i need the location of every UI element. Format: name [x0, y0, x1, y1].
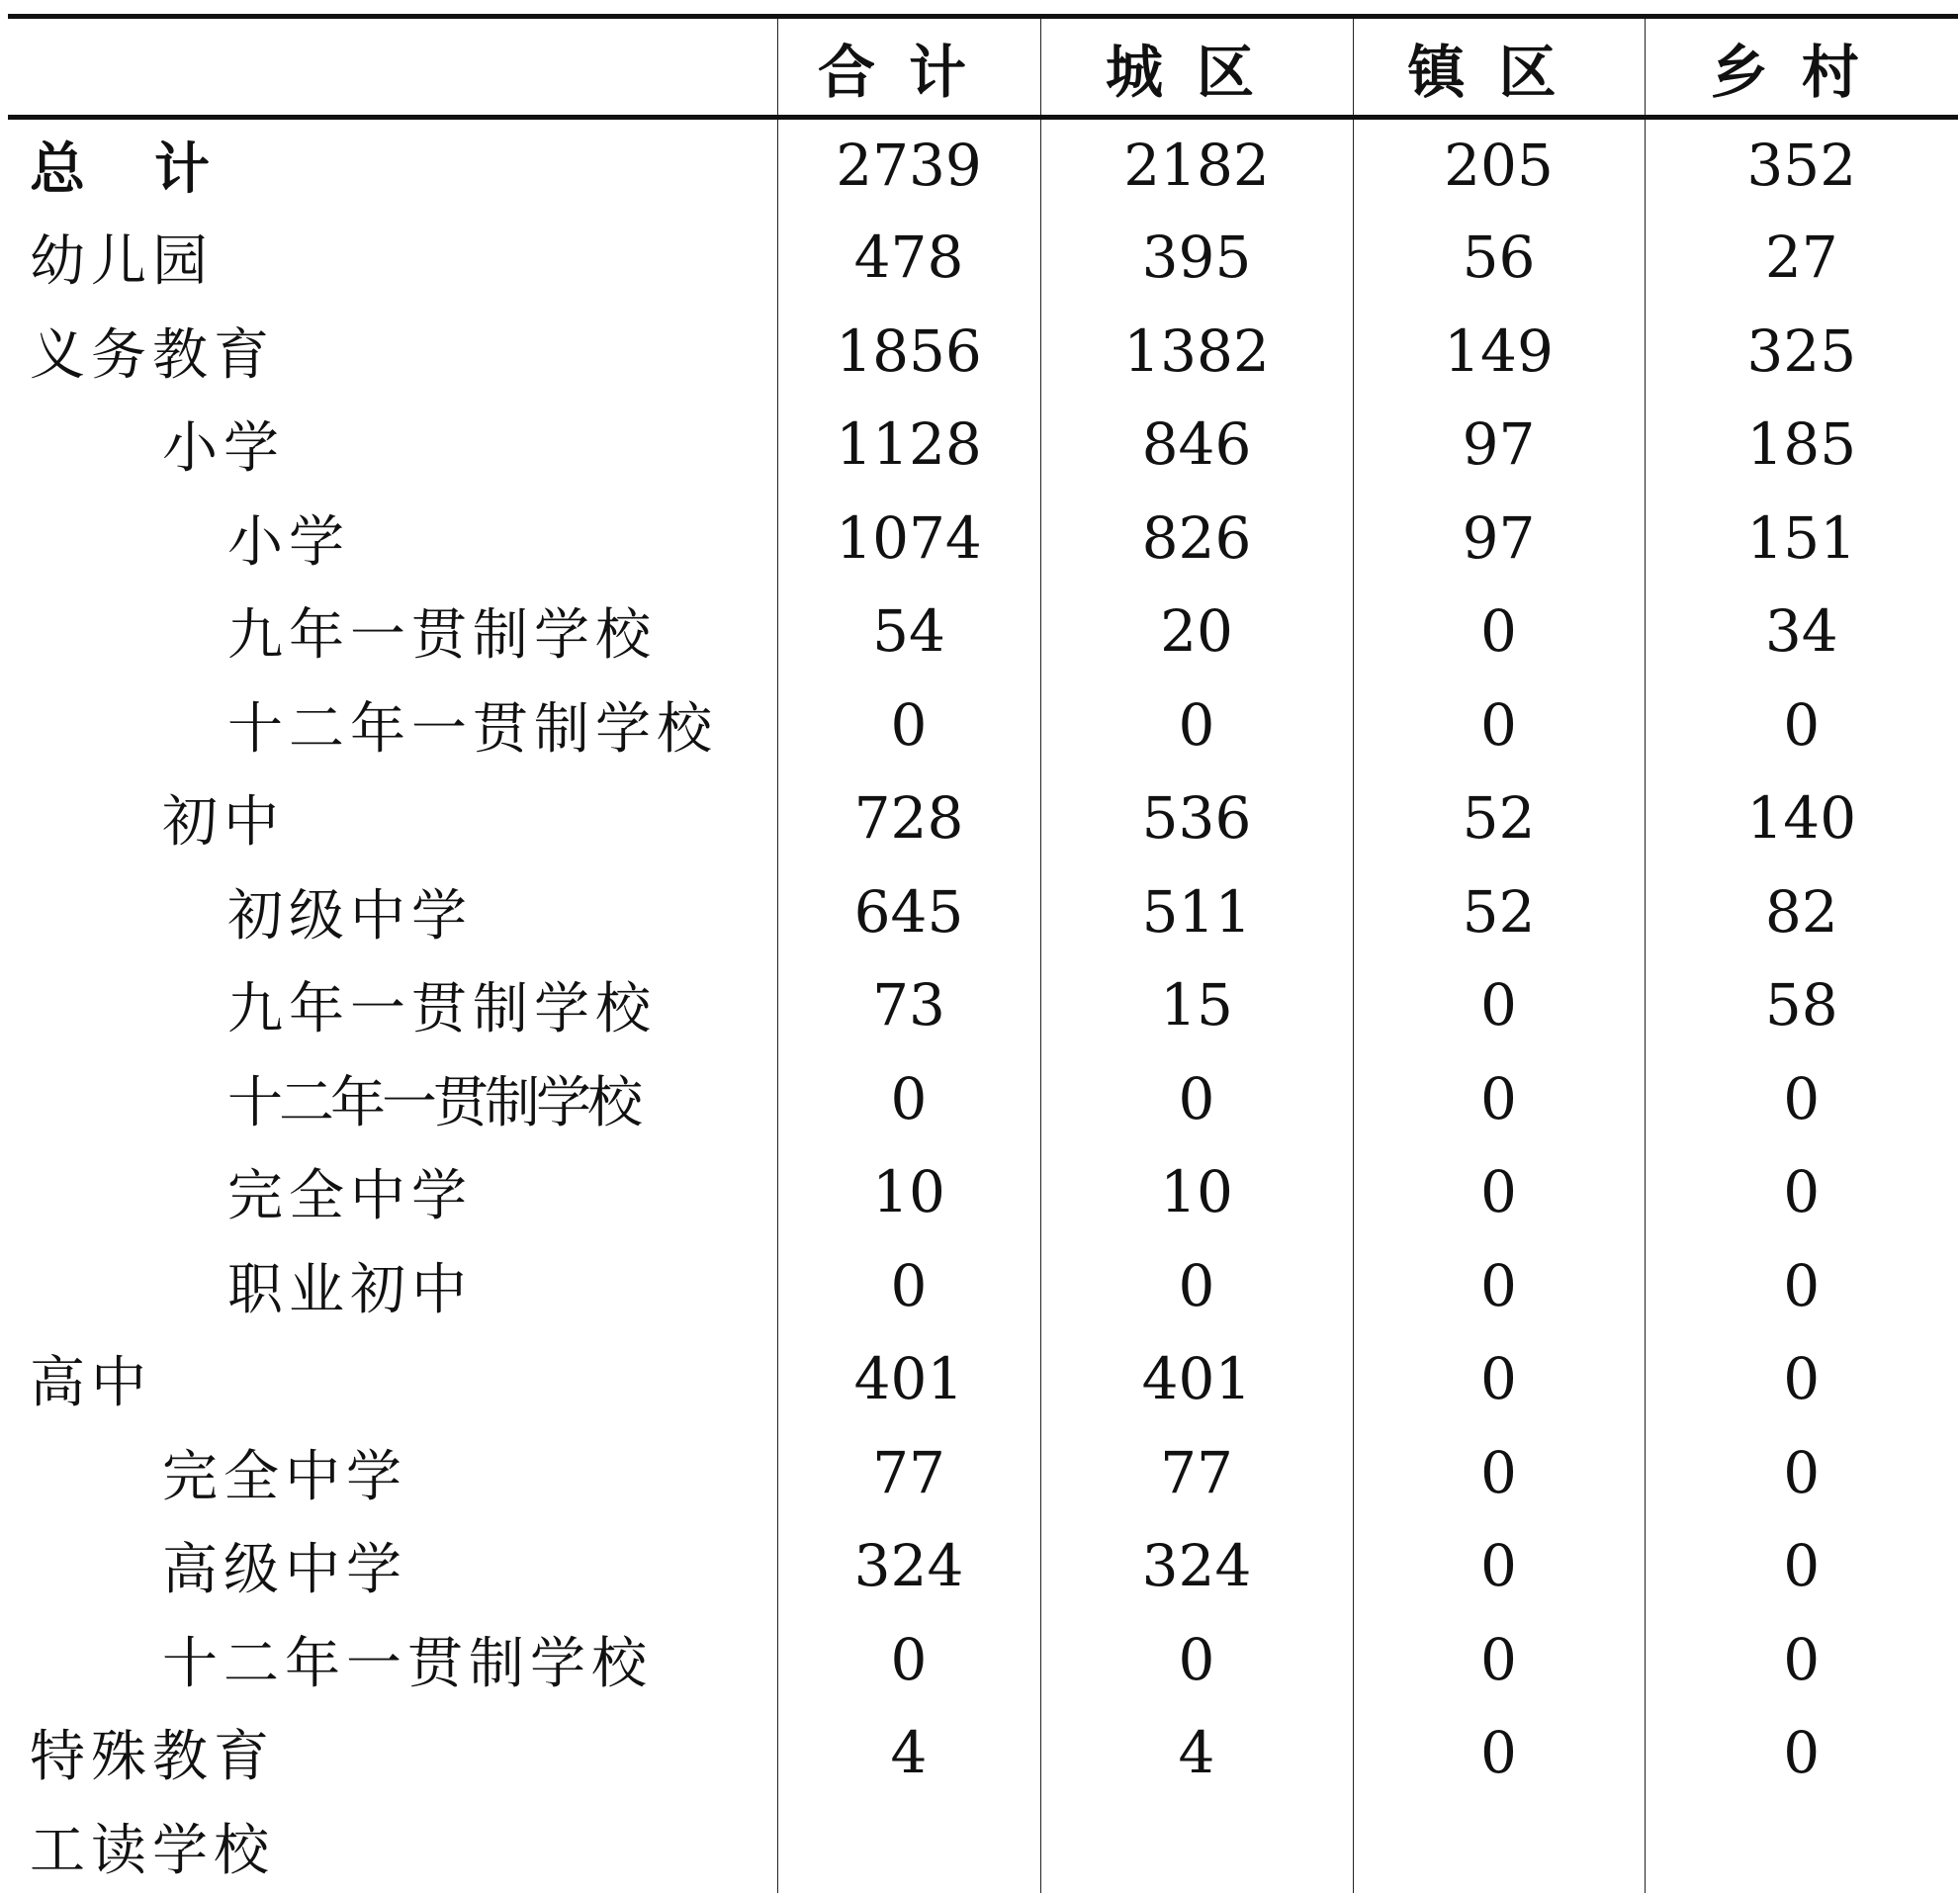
cell-rural: 0	[1645, 1239, 1958, 1333]
row-label: 完全中学	[227, 1164, 473, 1229]
school-count-table	[8, 14, 1958, 1893]
cell-rural: 325	[1645, 305, 1958, 399]
cell-city: 826	[1040, 492, 1353, 586]
cell-town: 0	[1353, 585, 1645, 678]
cell-total: 2739	[777, 118, 1040, 212]
cell-rural: 0	[1645, 1052, 1958, 1146]
cell-city: 401	[1040, 1332, 1353, 1426]
table-row	[8, 865, 1958, 959]
cell-total: 54	[777, 585, 1040, 678]
cell-rural: 58	[1645, 958, 1958, 1052]
cell-rural: 140	[1645, 771, 1958, 865]
cell-total: 1856	[777, 305, 1040, 399]
cell-town: 149	[1353, 305, 1645, 399]
cell-town: 205	[1353, 118, 1645, 212]
cell-town: 0	[1353, 1332, 1645, 1426]
table-row	[8, 305, 1958, 399]
cell-total: 401	[777, 1332, 1040, 1426]
row-label: 高中	[30, 1351, 152, 1416]
cell-city	[1040, 1800, 1353, 1894]
cell-town: 52	[1353, 771, 1645, 865]
cell-rural: 27	[1645, 211, 1958, 305]
cell-total: 0	[777, 678, 1040, 772]
row-label: 高级中学	[162, 1538, 407, 1603]
cell-town: 56	[1353, 211, 1645, 305]
cell-total: 728	[777, 771, 1040, 865]
row-label: 幼儿园	[30, 229, 214, 295]
row-label: 总计	[30, 136, 279, 202]
cell-town: 0	[1353, 1519, 1645, 1613]
row-label: 初级中学	[227, 883, 473, 948]
header-rural: 乡村	[1645, 17, 1958, 118]
cell-city: 77	[1040, 1426, 1353, 1520]
table-row	[8, 1426, 1958, 1520]
cell-city: 4	[1040, 1706, 1353, 1800]
table-row	[8, 1800, 1958, 1894]
table-row	[8, 1052, 1958, 1146]
table-row	[8, 958, 1958, 1052]
cell-town: 0	[1353, 1706, 1645, 1800]
table-row	[8, 492, 1958, 586]
table-row	[8, 1332, 1958, 1426]
cell-city: 0	[1040, 678, 1353, 772]
cell-total: 4	[777, 1706, 1040, 1800]
cell-city: 2182	[1040, 118, 1353, 212]
table-row	[8, 1613, 1958, 1707]
row-label: 九年一贯制学校	[227, 977, 657, 1042]
cell-city: 20	[1040, 585, 1353, 678]
table-row	[8, 211, 1958, 305]
cell-rural: 185	[1645, 398, 1958, 492]
table-row	[8, 118, 1958, 212]
cell-city: 846	[1040, 398, 1353, 492]
cell-city: 0	[1040, 1239, 1353, 1333]
cell-town: 0	[1353, 1613, 1645, 1707]
cell-city: 15	[1040, 958, 1353, 1052]
header-blank-cell	[8, 17, 777, 118]
cell-town: 0	[1353, 958, 1645, 1052]
row-label: 十二年一贯制学校	[227, 1070, 639, 1135]
cell-rural: 0	[1645, 1519, 1958, 1613]
table-row	[8, 1145, 1958, 1239]
cell-total: 0	[777, 1613, 1040, 1707]
cell-rural: 34	[1645, 585, 1958, 678]
row-label: 完全中学	[162, 1444, 407, 1509]
cell-city: 0	[1040, 1613, 1353, 1707]
cell-city: 536	[1040, 771, 1353, 865]
cell-total: 0	[777, 1052, 1040, 1146]
row-label: 十二年一贯制学校	[227, 696, 718, 762]
cell-rural: 0	[1645, 1145, 1958, 1239]
cell-total: 10	[777, 1145, 1040, 1239]
cell-town: 97	[1353, 492, 1645, 586]
cell-total: 324	[777, 1519, 1040, 1613]
cell-town: 0	[1353, 1052, 1645, 1146]
cell-town: 0	[1353, 678, 1645, 772]
row-label: 职业初中	[227, 1257, 473, 1322]
cell-total: 478	[777, 211, 1040, 305]
cell-town	[1353, 1800, 1645, 1894]
cell-city: 1382	[1040, 305, 1353, 399]
cell-city: 511	[1040, 865, 1353, 959]
cell-city: 10	[1040, 1145, 1353, 1239]
cell-town: 0	[1353, 1145, 1645, 1239]
cell-town: 0	[1353, 1239, 1645, 1333]
row-label: 工读学校	[30, 1818, 275, 1883]
cell-total: 645	[777, 865, 1040, 959]
table-row	[8, 771, 1958, 865]
cell-city: 395	[1040, 211, 1353, 305]
cell-rural: 0	[1645, 1706, 1958, 1800]
cell-city: 0	[1040, 1052, 1353, 1146]
cell-rural: 0	[1645, 1426, 1958, 1520]
cell-town: 52	[1353, 865, 1645, 959]
row-label: 小学	[227, 509, 350, 575]
cell-rural: 0	[1645, 678, 1958, 772]
row-label: 义务教育	[30, 322, 275, 388]
cell-city: 324	[1040, 1519, 1353, 1613]
header-city: 城区	[1040, 17, 1353, 118]
cell-total	[777, 1800, 1040, 1894]
cell-total: 0	[777, 1239, 1040, 1333]
table-row	[8, 1519, 1958, 1613]
cell-rural	[1645, 1800, 1958, 1894]
cell-rural: 352	[1645, 118, 1958, 212]
row-label: 初中	[162, 790, 285, 856]
row-label: 特殊教育	[30, 1725, 275, 1790]
cell-town: 0	[1353, 1426, 1645, 1520]
header-town: 镇区	[1353, 17, 1645, 118]
cell-rural: 0	[1645, 1332, 1958, 1426]
cell-town: 97	[1353, 398, 1645, 492]
cell-rural: 0	[1645, 1613, 1958, 1707]
table-row	[8, 1706, 1958, 1800]
cell-total: 1074	[777, 492, 1040, 586]
row-label: 九年一贯制学校	[227, 603, 657, 669]
table-row	[8, 585, 1958, 678]
cell-total: 1128	[777, 398, 1040, 492]
cell-rural: 151	[1645, 492, 1958, 586]
table-row	[8, 1239, 1958, 1333]
cell-total: 77	[777, 1426, 1040, 1520]
header-total: 合计	[777, 17, 1040, 118]
table-row	[8, 398, 1958, 492]
table-row	[8, 678, 1958, 772]
table-header-row	[8, 17, 1958, 118]
row-label: 小学	[162, 416, 285, 482]
row-label: 十二年一贯制学校	[162, 1631, 653, 1696]
cell-total: 73	[777, 958, 1040, 1052]
cell-rural: 82	[1645, 865, 1958, 959]
